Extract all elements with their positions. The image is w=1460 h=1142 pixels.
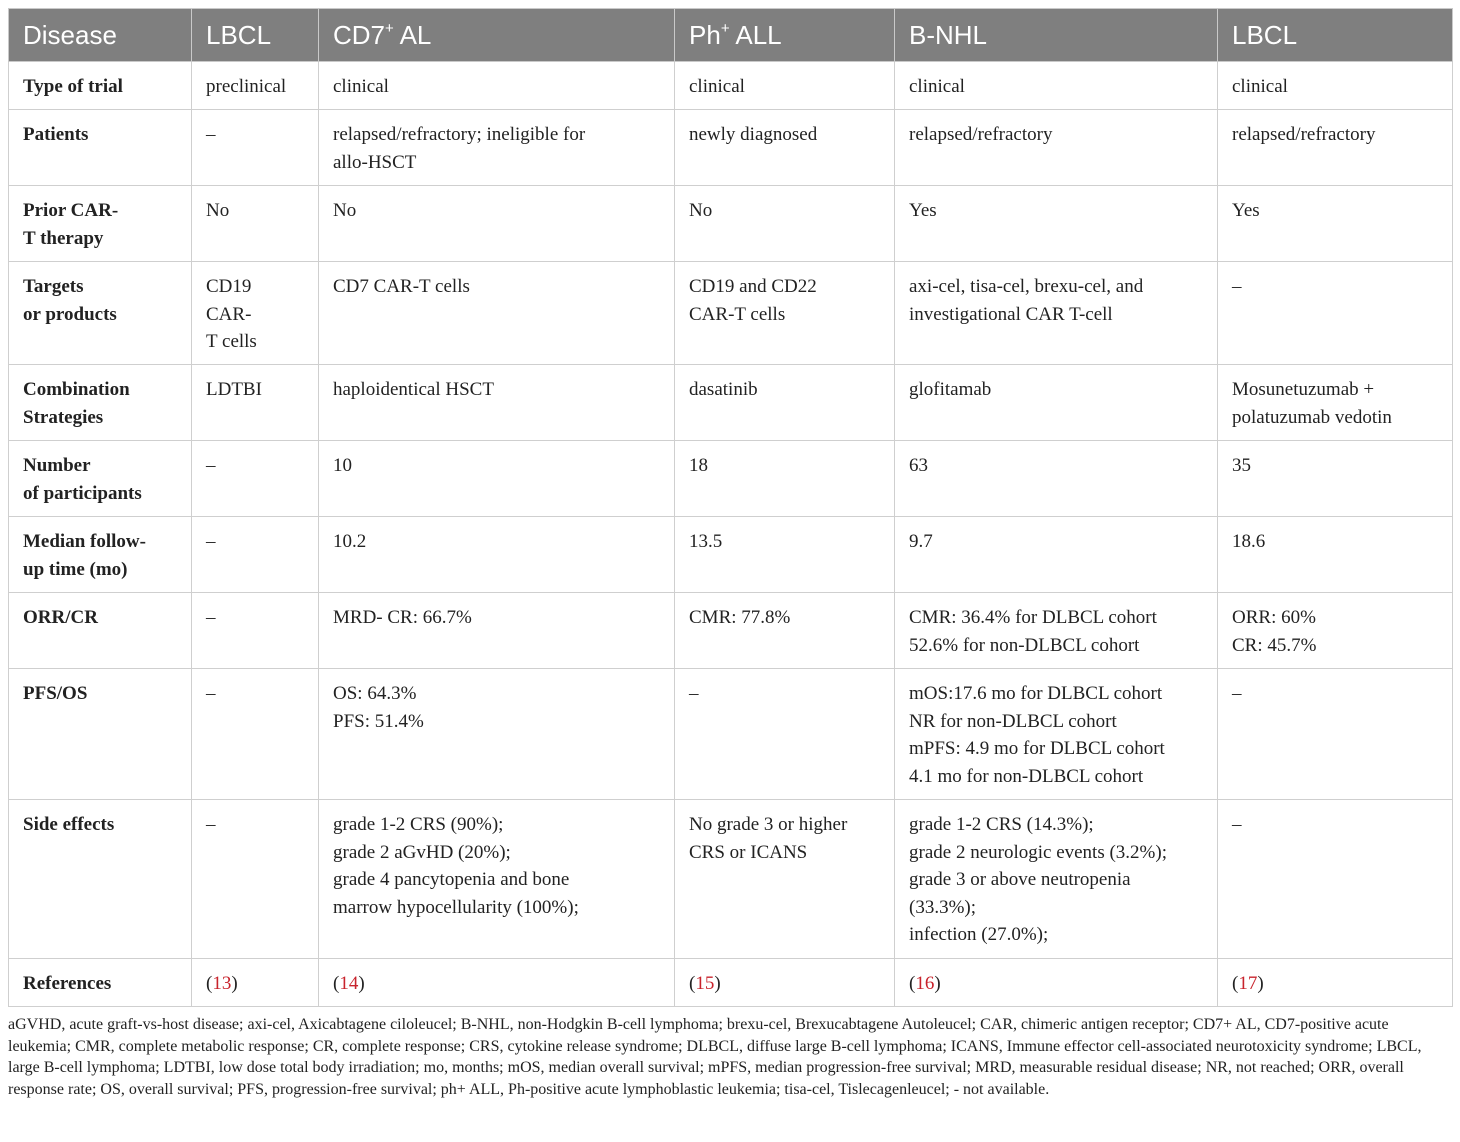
- paren-close: ): [934, 973, 941, 994]
- row-label: Targets or products: [9, 262, 192, 365]
- table-cell: ORR: 60% CR: 45.7%: [1218, 593, 1453, 669]
- paren-close: ): [714, 973, 721, 994]
- table-cell: 9.7: [895, 517, 1218, 593]
- table-cell: CD19 and CD22 CAR-T cells: [675, 262, 895, 365]
- table-cell: No: [319, 186, 675, 262]
- table-cell: newly diagnosed: [675, 110, 895, 186]
- table-container: [8, 8, 1452, 1007]
- table-cell: clinical: [895, 62, 1218, 110]
- row-label: Side effects: [9, 800, 192, 959]
- table-cell: 18.6: [1218, 517, 1453, 593]
- paren-close: ): [1257, 973, 1264, 994]
- table-cell: axi-cel, tisa-cel, brexu-cel, and investigational CAR T-cell: [895, 262, 1218, 365]
- table-cell: No grade 3 or higher CRS or ICANS: [675, 800, 895, 959]
- paren-close: ): [358, 973, 365, 994]
- table-row: [9, 517, 1453, 593]
- table-cell: relapsed/refractory; ineligible for allo-HSCT: [319, 110, 675, 186]
- paren-open: (: [909, 973, 916, 994]
- table-cell: Yes: [895, 186, 1218, 262]
- header-lbcl-2: LBCL: [1218, 9, 1453, 62]
- paren-open: (: [206, 973, 213, 994]
- table-cell: CD19 CAR- T cells: [192, 262, 319, 365]
- header-ph-rest: ALL: [729, 19, 782, 50]
- table-cell: 18: [675, 441, 895, 517]
- table-cell: –: [192, 669, 319, 800]
- table-cell: No: [675, 186, 895, 262]
- row-label: Patients: [9, 110, 192, 186]
- header-row: [9, 9, 1453, 62]
- table-cell: mOS:17.6 mo for DLBCL cohort NR for non-DLBCL cohort mPFS: 4.9 mo for DLBCL cohort 4.1 mo for non-DLBCL cohort: [895, 669, 1218, 800]
- row-label: Number of participants: [9, 441, 192, 517]
- row-label: PFS/OS: [9, 669, 192, 800]
- table-cell: –: [192, 517, 319, 593]
- paren-open: (: [1232, 973, 1239, 994]
- table-row: [9, 262, 1453, 365]
- table-footnote: aGVHD, acute graft-vs-host disease; axi-cel, Axicabtagene ciloleucel; B-NHL, non-Hodgkin B-cell lymphoma; brexu-cel, Brexucabtagene Autoleucel; CAR, chimeric antigen receptor; CD7+ AL, CD7-positive acute leukemia; CMR, complete metabolic response; CR, complete response; CRS, cytokine release syndrome; DLBCL, diffuse large B-cell lymphoma; ICANS, Immune effector cell-associated neurotoxicity syndrome; LBCL, large B-cell lymphoma; LDTBI, low dose total body irradiation; mo, months; mOS, median overall survival; mPFS, median progression-free survival; MRD, measurable residual disease; NR, not reached; ORR, overall response rate; OS, overall survival; PFS, progression-free survival; ph+ ALL, Ph-positive acute lymphoblastic leukemia; tisa-cel, Tislecagenleucel; - not available.: [8, 1016, 1422, 1098]
- table-row: [9, 186, 1453, 262]
- table-row: [9, 110, 1453, 186]
- header-ph-sup: +: [720, 19, 730, 37]
- table-row: [9, 62, 1453, 110]
- table-cell: grade 1-2 CRS (90%); grade 2 aGvHD (20%); grade 4 pancytopenia and bone marrow hypocellularity (100%);: [319, 800, 675, 959]
- table-cell: –: [192, 593, 319, 669]
- table-cell: LDTBI: [192, 365, 319, 441]
- reference-link-14[interactable]: 14: [339, 973, 359, 994]
- table-cell: 10: [319, 441, 675, 517]
- row-label: Type of trial: [9, 62, 192, 110]
- table-cell: 35: [1218, 441, 1453, 517]
- paren-close: ): [231, 973, 238, 994]
- table-cell: –: [192, 110, 319, 186]
- reference-cell: [1218, 959, 1453, 1007]
- table-row: [9, 669, 1453, 800]
- table-row: [9, 800, 1453, 959]
- header-cd7-al: [319, 9, 675, 62]
- row-label: Prior CAR- T therapy: [9, 186, 192, 262]
- reference-cell: [895, 959, 1218, 1007]
- table-cell: relapsed/refractory: [1218, 110, 1453, 186]
- table-cell: –: [675, 669, 895, 800]
- table-cell: relapsed/refractory: [895, 110, 1218, 186]
- table-cell: No: [192, 186, 319, 262]
- reference-link-13[interactable]: 13: [212, 973, 232, 994]
- reference-cell: [319, 959, 675, 1007]
- comparison-table: [8, 8, 1453, 1007]
- header-disease: Disease: [9, 9, 192, 62]
- table-cell: CMR: 36.4% for DLBCL cohort 52.6% for non-DLBCL cohort: [895, 593, 1218, 669]
- paren-open: (: [689, 973, 696, 994]
- table-cell: –: [192, 441, 319, 517]
- table-cell: 10.2: [319, 517, 675, 593]
- table-cell: OS: 64.3% PFS: 51.4%: [319, 669, 675, 800]
- table-cell: dasatinib: [675, 365, 895, 441]
- header-cd7-rest: AL: [393, 19, 432, 50]
- table-cell: grade 1-2 CRS (14.3%); grade 2 neurologic events (3.2%); grade 3 or above neutropenia (33.3%); infection (27.0%);: [895, 800, 1218, 959]
- table-row: [9, 441, 1453, 517]
- reference-cell: [192, 959, 319, 1007]
- header-cd7-sup: +: [385, 19, 394, 37]
- row-label: Median follow- up time (mo): [9, 517, 192, 593]
- table-cell: Yes: [1218, 186, 1453, 262]
- table-cell: Mosunetuzumab + polatuzumab vedotin: [1218, 365, 1453, 441]
- table-cell: glofitamab: [895, 365, 1218, 441]
- row-label: Combination Strategies: [9, 365, 192, 441]
- reference-link-15[interactable]: 15: [695, 973, 715, 994]
- table-cell: preclinical: [192, 62, 319, 110]
- table-cell: 63: [895, 441, 1218, 517]
- header-b-nhl: B-NHL: [895, 9, 1218, 62]
- table-cell: CD7 CAR-T cells: [319, 262, 675, 365]
- reference-link-17[interactable]: 17: [1238, 973, 1258, 994]
- header-lbcl-1: LBCL: [192, 9, 319, 62]
- table-cell: MRD- CR: 66.7%: [319, 593, 675, 669]
- table-cell: –: [192, 800, 319, 959]
- table-cell: clinical: [319, 62, 675, 110]
- reference-link-16[interactable]: 16: [915, 973, 935, 994]
- paren-open: (: [333, 973, 340, 994]
- table-cell: CMR: 77.8%: [675, 593, 895, 669]
- table-row: [9, 365, 1453, 441]
- table-cell: haploidentical HSCT: [319, 365, 675, 441]
- references-row: [9, 959, 1453, 1007]
- table-cell: 13.5: [675, 517, 895, 593]
- table-cell: clinical: [675, 62, 895, 110]
- table-cell: clinical: [1218, 62, 1453, 110]
- reference-cell: [675, 959, 895, 1007]
- table-cell: –: [1218, 669, 1453, 800]
- row-label: ORR/CR: [9, 593, 192, 669]
- table-row: [9, 593, 1453, 669]
- header-ph-base: Ph: [689, 19, 721, 50]
- header-cd7-base: CD7: [333, 19, 386, 50]
- row-label: References: [9, 959, 192, 1007]
- header-ph-all: [675, 9, 895, 62]
- table-cell: –: [1218, 800, 1453, 959]
- table-cell: –: [1218, 262, 1453, 365]
